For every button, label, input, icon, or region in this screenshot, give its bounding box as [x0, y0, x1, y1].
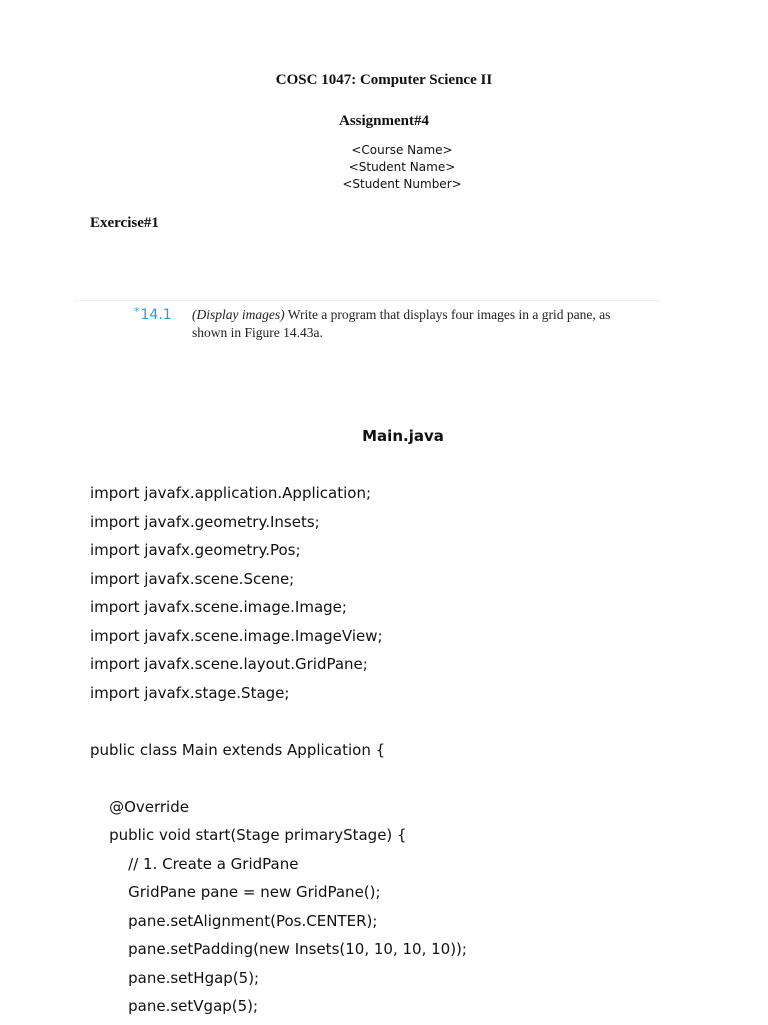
student-info	[342, 142, 462, 193]
exercise-number	[134, 305, 172, 323]
code-line: public class Main extends Application {	[90, 740, 386, 759]
code-line: pane.setVgap(5);	[90, 997, 259, 1015]
exercise-description-text: Write a program that displays four images in a grid pane, as shown in Figure 14.43a.	[192, 307, 611, 340]
code-line: GridPane pane = new GridPane();	[90, 883, 381, 901]
code-line: import javafx.application.Application;	[90, 484, 372, 502]
code-line: @Override	[90, 797, 189, 816]
code-line: pane.setPadding(new Insets(10, 10, 10, 10));	[90, 940, 467, 958]
code-line	[90, 768, 467, 797]
code-line: import javafx.geometry.Pos;	[90, 541, 301, 559]
code-line: public void start(Stage primaryStage) {	[90, 826, 407, 844]
code-line: import javafx.scene.Scene;	[90, 569, 295, 588]
student-name-placeholder: <Student Name>	[348, 160, 456, 174]
code-line: import javafx.scene.image.ImageView;	[90, 626, 383, 645]
file-name-heading: Main.java	[362, 427, 444, 445]
exercise-number-text: 14.1	[140, 307, 172, 323]
code-line: import javafx.stage.Stage;	[90, 683, 290, 702]
exercise-star: *	[134, 305, 140, 318]
code-line	[90, 711, 467, 740]
exercise-title-italic: (Display images)	[192, 307, 285, 322]
exercise-description	[192, 306, 642, 342]
assignment-title: Assignment#4	[338, 113, 429, 129]
course-title: COSC 1047: Computer Science II	[275, 72, 493, 88]
student-number-placeholder: <Student Number>	[342, 177, 462, 191]
exercise-statement-image	[74, 300, 660, 349]
code-line: // 1. Create a GridPane	[90, 854, 299, 873]
code-block	[90, 483, 467, 1025]
exercise-heading: Exercise#1	[90, 215, 159, 231]
code-line: pane.setAlignment(Pos.CENTER);	[90, 911, 378, 930]
code-line: import javafx.scene.layout.GridPane;	[90, 655, 368, 673]
code-line: import javafx.geometry.Insets;	[90, 512, 320, 531]
code-line: import javafx.scene.image.Image;	[90, 598, 347, 616]
course-name-placeholder: <Course Name>	[351, 143, 453, 157]
code-line: pane.setHgap(5);	[90, 968, 260, 987]
